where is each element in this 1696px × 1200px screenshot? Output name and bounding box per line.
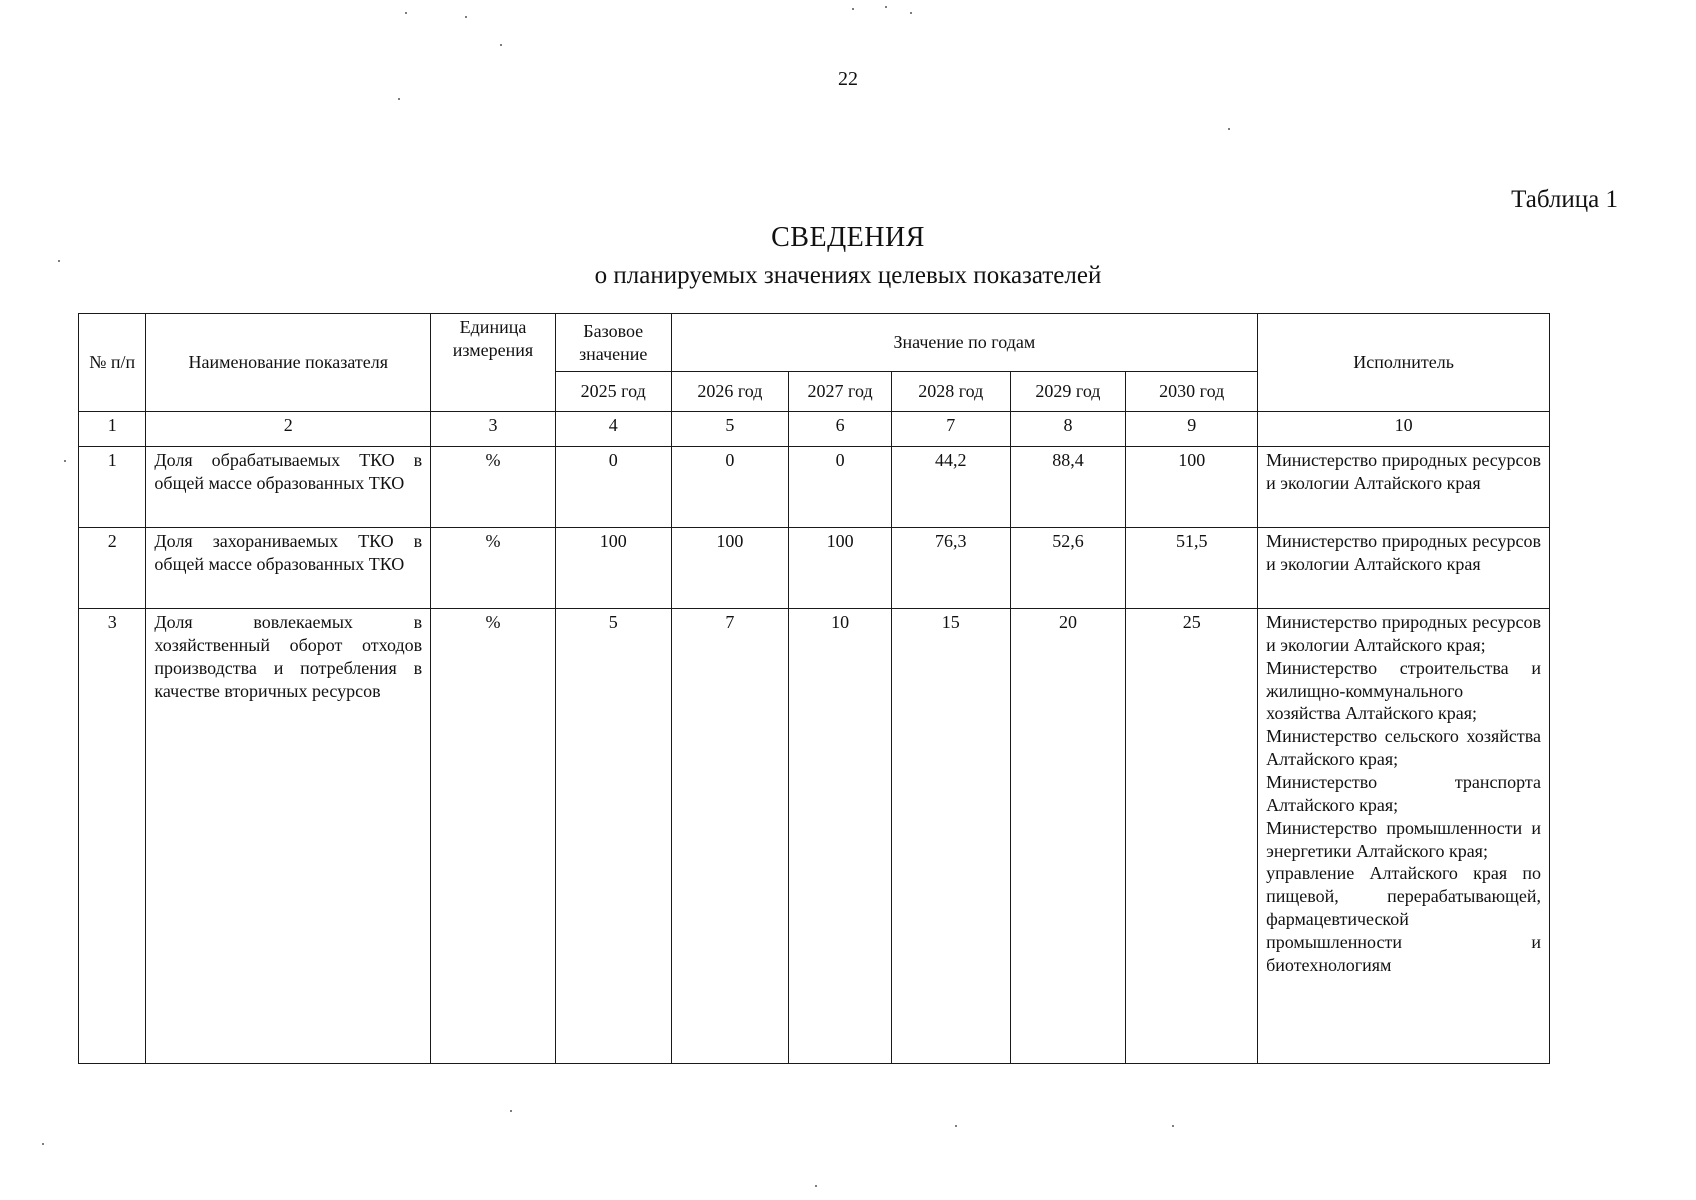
scan-speck	[64, 460, 66, 462]
scan-speck	[500, 44, 502, 46]
column-number: 7	[891, 412, 1010, 447]
indicator-name: Доля обрабатываемых ТКО в общей массе образованных ТКО	[146, 447, 431, 528]
value-2027: 100	[789, 528, 892, 609]
column-number: 4	[555, 412, 671, 447]
document-title: СВЕДЕНИЯ	[771, 222, 925, 253]
scan-speck	[955, 1125, 957, 1127]
header-year-2029: 2029 год	[1010, 372, 1126, 412]
column-number: 9	[1126, 412, 1258, 447]
value-2025: 5	[555, 609, 671, 1064]
value-2030: 51,5	[1126, 528, 1258, 609]
row-num: 3	[79, 609, 146, 1064]
executor-line: Министерство природных ресурсов и экологии Алтайского края	[1266, 450, 1541, 493]
value-2027: 0	[789, 447, 892, 528]
column-number: 2	[146, 412, 431, 447]
executor-line: Министерство транспорта Алтайского края;	[1266, 772, 1541, 815]
table-label: Таблица 1	[1511, 186, 1618, 213]
value-2028: 76,3	[891, 528, 1010, 609]
value-2029: 52,6	[1010, 528, 1126, 609]
header-base: Базовое значение	[555, 314, 671, 372]
value-2028: 15	[891, 609, 1010, 1064]
header-year-2030: 2030 год	[1126, 372, 1258, 412]
scan-speck	[885, 6, 887, 8]
executor-line: Министерство природных ресурсов и экологии Алтайского края;	[1266, 612, 1541, 655]
header-num: № п/п	[79, 314, 146, 412]
column-number: 6	[789, 412, 892, 447]
header-year-2025: 2025 год	[555, 372, 671, 412]
row-num: 2	[79, 528, 146, 609]
scan-speck	[42, 1143, 44, 1145]
value-2026: 0	[671, 447, 789, 528]
column-number: 8	[1010, 412, 1126, 447]
header-by-years: Значение по годам	[671, 314, 1258, 372]
header-unit: Единица измерения	[431, 314, 556, 412]
column-numbers-row	[79, 412, 1550, 447]
indicators-table	[78, 313, 1550, 1064]
scan-speck	[1172, 1125, 1174, 1127]
scan-speck	[910, 12, 912, 14]
scan-speck	[1228, 128, 1230, 130]
header-year-2027: 2027 год	[789, 372, 892, 412]
scan-speck	[510, 1110, 512, 1112]
unit: %	[431, 447, 556, 528]
executor	[1258, 528, 1550, 609]
column-number: 10	[1258, 412, 1550, 447]
scan-speck	[405, 12, 407, 14]
column-number: 1	[79, 412, 146, 447]
value-2029: 20	[1010, 609, 1126, 1064]
table-row	[79, 528, 1550, 609]
value-2029: 88,4	[1010, 447, 1126, 528]
scan-speck	[58, 260, 60, 262]
indicator-name: Доля вовлекаемых в хозяйственный оборот отходов производства и потребления в качестве вторичных ресурсов	[146, 609, 431, 1064]
header-year-2028: 2028 год	[891, 372, 1010, 412]
header-executor: Исполнитель	[1258, 314, 1550, 412]
executor-line: управление Алтайского края по пищевой, перерабатывающей, фармацевтической промышленности и биотехнологиям	[1266, 863, 1541, 975]
column-number: 5	[671, 412, 789, 447]
page-number: 22	[838, 68, 858, 90]
scan-speck	[465, 16, 467, 18]
value-2026: 100	[671, 528, 789, 609]
value-2030: 25	[1126, 609, 1258, 1064]
row-num: 1	[79, 447, 146, 528]
value-2025: 100	[555, 528, 671, 609]
unit: %	[431, 528, 556, 609]
executor	[1258, 447, 1550, 528]
indicator-name: Доля захораниваемых ТКО в общей массе образованных ТКО	[146, 528, 431, 609]
column-number: 3	[431, 412, 556, 447]
value-2028: 44,2	[891, 447, 1010, 528]
executor-line: Министерство природных ресурсов и экологии Алтайского края	[1266, 531, 1541, 574]
scan-speck	[815, 1185, 817, 1187]
unit: %	[431, 609, 556, 1064]
scan-speck	[398, 98, 400, 100]
header-year-2026: 2026 год	[671, 372, 789, 412]
executor-line: Министерство строительства и жилищно-коммунального хозяйства Алтайского края;	[1266, 657, 1541, 724]
executor-line: Министерство сельского хозяйства Алтайского края;	[1266, 726, 1541, 770]
table-row	[79, 447, 1550, 528]
document-subtitle: о планируемых значениях целевых показателей	[594, 262, 1102, 289]
scan-speck	[852, 8, 854, 10]
header-name: Наименование показателя	[146, 314, 431, 412]
executor-line: Министерство промышленности и энергетики Алтайского края;	[1266, 817, 1541, 861]
executor	[1258, 609, 1550, 1064]
value-2027: 10	[789, 609, 892, 1064]
value-2030: 100	[1126, 447, 1258, 528]
value-2026: 7	[671, 609, 789, 1064]
table-row	[79, 609, 1550, 1064]
value-2025: 0	[555, 447, 671, 528]
